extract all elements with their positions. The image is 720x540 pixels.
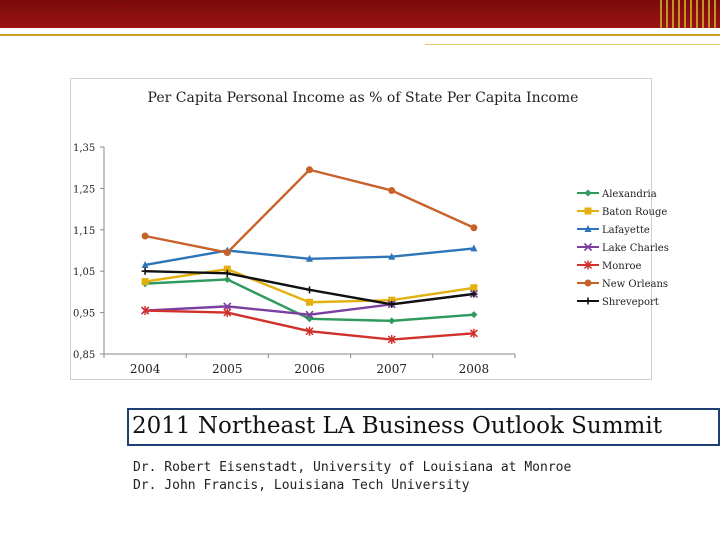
- legend-label: Alexandria: [602, 189, 657, 200]
- legend-label: Shreveport: [602, 297, 659, 308]
- data-point-shreveport: [142, 268, 149, 275]
- series-line-baton-rouge: [145, 269, 474, 302]
- author-line-1: Dr. Robert Eisenstadt, University of Louisiana at Monroe: [133, 460, 572, 475]
- banner-stripes: [660, 0, 720, 28]
- data-point-new-orleans: [470, 224, 477, 231]
- summit-title: 2011 Northeast LA Business Outlook Summit: [132, 413, 662, 439]
- legend-item-lafayette: [577, 225, 650, 236]
- x-tick-label: 2006: [294, 362, 325, 376]
- data-point-new-orleans: [388, 187, 395, 194]
- y-axis: [73, 143, 104, 361]
- series-layer: [142, 166, 478, 344]
- series-line-new-orleans: [145, 170, 474, 253]
- legend-label: Lake Charles: [602, 243, 669, 254]
- accent-line: [0, 34, 720, 36]
- x-axis: [104, 354, 515, 376]
- legend-item-shreveport: [577, 297, 659, 308]
- legend-item-lake-charles: [577, 243, 669, 254]
- data-point-new-orleans: [306, 166, 313, 173]
- x-tick-label: 2007: [376, 362, 407, 376]
- chart-title: Per Capita Personal Income as % of State Per Capita Income: [147, 90, 579, 106]
- legend-label: Lafayette: [602, 225, 650, 236]
- legend-item-baton-rouge: [577, 207, 667, 218]
- y-tick-label: 1,25: [73, 184, 96, 196]
- chart-frame: [70, 78, 669, 380]
- y-tick-label: 0,95: [73, 308, 96, 320]
- series-new-orleans: [142, 166, 478, 256]
- series-monroe: [142, 306, 478, 344]
- y-tick-label: 1,15: [73, 225, 96, 237]
- legend-label: New Orleans: [602, 279, 669, 290]
- legend-item-monroe: [577, 261, 642, 273]
- series-lafayette: [142, 244, 478, 268]
- legend-label: Baton Rouge: [602, 207, 668, 218]
- top-banner: [0, 0, 720, 28]
- legend-marker: [585, 190, 592, 197]
- summit-banner: [127, 408, 720, 446]
- legend-label: Monroe: [602, 261, 642, 272]
- data-point-new-orleans: [142, 233, 149, 240]
- y-tick-label: 1,35: [73, 143, 96, 154]
- y-tick-label: 0,85: [73, 350, 96, 361]
- data-point-baton-rouge: [306, 299, 313, 306]
- data-point-alexandria: [388, 317, 395, 324]
- data-point-alexandria: [470, 311, 477, 318]
- legend: [577, 189, 669, 308]
- legend-marker: [585, 208, 592, 215]
- legend-marker: [585, 280, 592, 287]
- data-point-baton-rouge: [142, 278, 149, 285]
- y-tick-label: 1,05: [73, 267, 96, 279]
- data-point-shreveport: [306, 286, 313, 293]
- summit-banner-inner: [129, 410, 718, 444]
- x-tick-label: 2005: [212, 362, 243, 376]
- data-point-new-orleans: [224, 249, 231, 256]
- legend-item-new-orleans: [577, 279, 668, 290]
- legend-marker: [585, 298, 592, 305]
- legend-item-alexandria: [577, 189, 657, 200]
- x-tick-label: 2008: [458, 362, 490, 376]
- x-tick-label: 2004: [129, 362, 161, 376]
- accent-line-short: [425, 44, 720, 45]
- line-chart: [71, 79, 669, 379]
- author-line-2: Dr. John Francis, Louisiana Tech University: [133, 478, 470, 493]
- data-point-baton-rouge: [470, 284, 477, 291]
